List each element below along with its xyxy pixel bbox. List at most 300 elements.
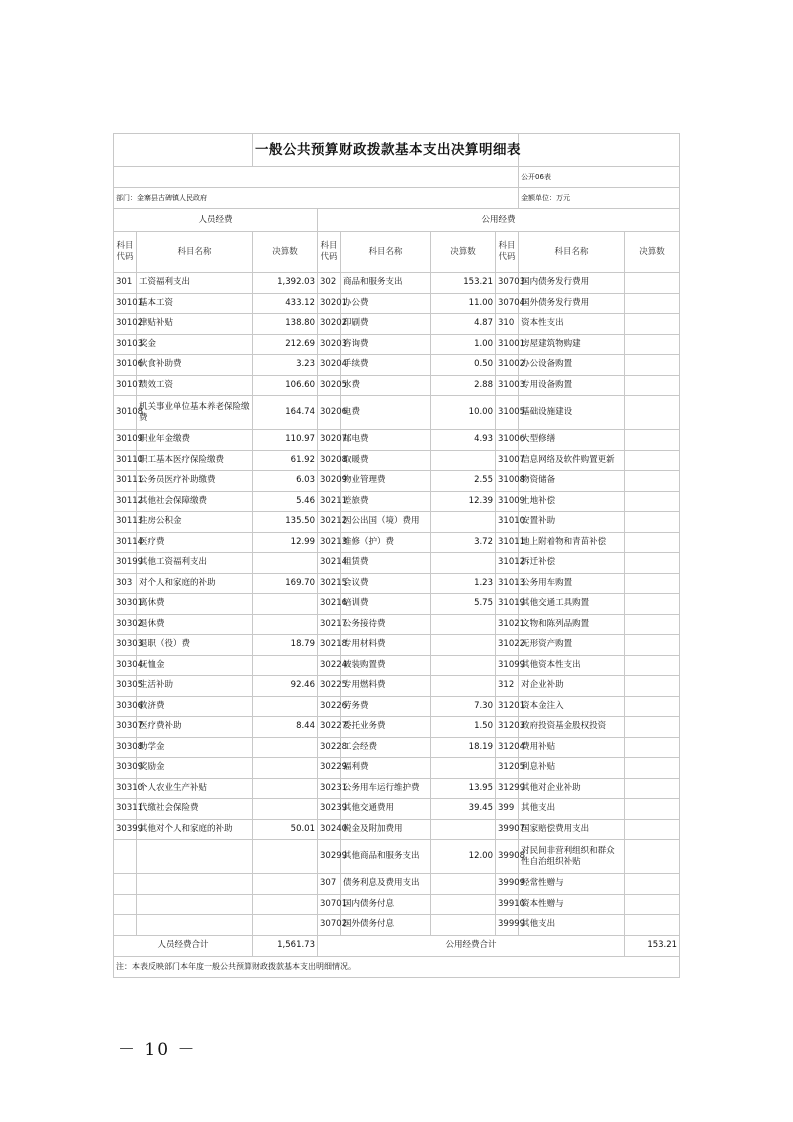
cell-amount [253, 655, 318, 676]
cell-name: 对民间非营利组织和群众性自治组织补贴 [519, 840, 625, 874]
cell-amount: 6.03 [253, 471, 318, 492]
cell-name: 奖励金 [137, 758, 253, 779]
cell-name: 差旅费 [341, 491, 431, 512]
cell-amount [253, 614, 318, 635]
cell-amount [253, 737, 318, 758]
cell-code: 303 [114, 573, 137, 594]
cell-name: 其他对企业补助 [519, 778, 625, 799]
cell-amount: 12.39 [431, 491, 496, 512]
cell-name: 税金及附加费用 [341, 819, 431, 840]
cell-code: 30399 [114, 819, 137, 840]
cell-amount [625, 532, 680, 553]
cell-code: 30101 [114, 293, 137, 314]
cell-code: 31022 [496, 635, 519, 656]
cell-name: 退休费 [137, 614, 253, 635]
cell-amount [625, 273, 680, 294]
cell-amount [253, 778, 318, 799]
cell-name: 基本工资 [137, 293, 253, 314]
table-row [114, 635, 680, 656]
cell-name: 咨询费 [341, 334, 431, 355]
cell-amount [625, 819, 680, 840]
cell-code: 30229 [318, 758, 341, 779]
cell-amount [625, 573, 680, 594]
cell-amount [431, 614, 496, 635]
cell-amount: 212.69 [253, 334, 318, 355]
cell-amount [625, 874, 680, 895]
cell-amount [625, 758, 680, 779]
cell-amount: 106.60 [253, 375, 318, 396]
cell-code: 31009 [496, 491, 519, 512]
cell-name: 对企业补助 [519, 676, 625, 697]
cell-name: 生活补助 [137, 676, 253, 697]
table-id: 公开06表 [519, 167, 680, 188]
cell-amount [431, 874, 496, 895]
cell-amount [625, 799, 680, 820]
cell-code: 30310 [114, 778, 137, 799]
cell-name: 邮电费 [341, 430, 431, 451]
cell-amount [431, 758, 496, 779]
cell-amount [625, 314, 680, 335]
cell-code: 30239 [318, 799, 341, 820]
cell-code: 30308 [114, 737, 137, 758]
cell-code: 302 [318, 273, 341, 294]
cell-amount: 153.21 [431, 273, 496, 294]
cell-code: 30305 [114, 676, 137, 697]
cell-code: 30202 [318, 314, 341, 335]
table-row [114, 915, 680, 936]
table-row [114, 676, 680, 697]
cell-amount: 7.30 [431, 696, 496, 717]
cell-name: 办公设备购置 [519, 355, 625, 376]
public-total-label: 公用经费合计 [318, 935, 625, 956]
table-row [114, 737, 680, 758]
cell-name: 信息网络及软件购置更新 [519, 450, 625, 471]
cell-name: 离休费 [137, 594, 253, 615]
cell-amount [625, 512, 680, 533]
public-total-value: 153.21 [625, 935, 680, 956]
cell-name: 退职（役）费 [137, 635, 253, 656]
cell-amount [625, 553, 680, 574]
table-row [114, 655, 680, 676]
cell-code: 30201 [318, 293, 341, 314]
table-row [114, 696, 680, 717]
cell-name: 资本性支出 [519, 314, 625, 335]
cell-name: 对个人和家庭的补助 [137, 573, 253, 594]
personnel-total-label: 人员经费合计 [114, 935, 253, 956]
cell-code: 30106 [114, 355, 137, 376]
cell-name: 其他支出 [519, 799, 625, 820]
header-amount: 决算数 [253, 232, 318, 273]
cell-code [114, 915, 137, 936]
cell-amount [253, 594, 318, 615]
table-row [114, 758, 680, 779]
cell-amount [431, 894, 496, 915]
cell-code: 39909 [496, 874, 519, 895]
cell-name: 商品和服务支出 [341, 273, 431, 294]
totals-row [114, 935, 680, 956]
cell-code: 30199 [114, 553, 137, 574]
cell-amount [625, 778, 680, 799]
cell-code: 39908 [496, 840, 519, 874]
cell-amount [625, 676, 680, 697]
cell-code: 39907 [496, 819, 519, 840]
cell-code [114, 874, 137, 895]
cell-code: 30302 [114, 614, 137, 635]
table-row [114, 450, 680, 471]
cell-name: 医疗费补助 [137, 717, 253, 738]
table-row [114, 819, 680, 840]
cell-amount [253, 799, 318, 820]
cell-name: 国内债务付息 [341, 894, 431, 915]
cell-name [137, 894, 253, 915]
cell-name: 其他资本性支出 [519, 655, 625, 676]
cell-name: 津贴补贴 [137, 314, 253, 335]
cell-code: 30214 [318, 553, 341, 574]
cell-amount: 92.46 [253, 676, 318, 697]
cell-name: 无形资产购置 [519, 635, 625, 656]
cell-code: 30226 [318, 696, 341, 717]
cell-amount: 11.00 [431, 293, 496, 314]
cell-name: 费用补贴 [519, 737, 625, 758]
cell-name [137, 874, 253, 895]
table-row [114, 874, 680, 895]
cell-code: 30208 [318, 450, 341, 471]
cell-amount: 2.88 [431, 375, 496, 396]
cell-code: 30111 [114, 471, 137, 492]
cell-name: 土地补偿 [519, 491, 625, 512]
header-amount: 决算数 [431, 232, 496, 273]
table-row [114, 512, 680, 533]
table-row [114, 471, 680, 492]
cell-name: 安置补助 [519, 512, 625, 533]
cell-code: 31201 [496, 696, 519, 717]
cell-code: 31099 [496, 655, 519, 676]
cell-code: 30227 [318, 717, 341, 738]
cell-code: 30218 [318, 635, 341, 656]
personnel-total-value: 1,561.73 [253, 935, 318, 956]
cell-name: 其他支出 [519, 915, 625, 936]
cell-amount: 18.79 [253, 635, 318, 656]
cell-name: 住房公积金 [137, 512, 253, 533]
cell-amount: 138.80 [253, 314, 318, 335]
header-name: 科目名称 [137, 232, 253, 273]
cell-name: 公务用车运行维护费 [341, 778, 431, 799]
header-code: 科目代码 [496, 232, 519, 273]
cell-amount: 1,392.03 [253, 273, 318, 294]
table-row [114, 273, 680, 294]
table-row [114, 396, 680, 430]
cell-amount: 5.75 [431, 594, 496, 615]
cell-code: 31204 [496, 737, 519, 758]
cell-name: 福利费 [341, 758, 431, 779]
expenditure-table [113, 133, 680, 978]
cell-code: 30204 [318, 355, 341, 376]
cell-code: 30299 [318, 840, 341, 874]
cell-name: 国外债务付息 [341, 915, 431, 936]
header-amount: 决算数 [625, 232, 680, 273]
cell-name: 劳务费 [341, 696, 431, 717]
cell-code: 30224 [318, 655, 341, 676]
cell-name: 工会经费 [341, 737, 431, 758]
cell-name: 绩效工资 [137, 375, 253, 396]
cell-amount: 61.92 [253, 450, 318, 471]
cell-code: 30231 [318, 778, 341, 799]
cell-code: 310 [496, 314, 519, 335]
cell-code: 30216 [318, 594, 341, 615]
cell-code: 30228 [318, 737, 341, 758]
cell-amount [253, 696, 318, 717]
cell-amount: 2.55 [431, 471, 496, 492]
cell-amount [625, 696, 680, 717]
header-code: 科目代码 [114, 232, 137, 273]
table-row [114, 717, 680, 738]
cell-amount: 3.72 [431, 532, 496, 553]
cell-name: 办公费 [341, 293, 431, 314]
cell-name: 抚恤金 [137, 655, 253, 676]
cell-code [114, 840, 137, 874]
cell-name: 资本性赠与 [519, 894, 625, 915]
cell-amount [625, 915, 680, 936]
cell-amount [253, 894, 318, 915]
cell-name: 其他社会保障缴费 [137, 491, 253, 512]
cell-code: 31002 [496, 355, 519, 376]
cell-code: 31006 [496, 430, 519, 451]
page-number: － 10 － [118, 1040, 197, 1060]
cell-name: 公务接待费 [341, 614, 431, 635]
cell-amount [625, 430, 680, 451]
cell-code: 30205 [318, 375, 341, 396]
cell-amount [625, 293, 680, 314]
cell-amount [625, 334, 680, 355]
cell-code: 307 [318, 874, 341, 895]
table-row [114, 553, 680, 574]
table-note: 注：本表反映部门本年度一般公共预算财政拨款基本支出明细情况。 [114, 956, 680, 977]
cell-amount: 3.23 [253, 355, 318, 376]
table-row [114, 594, 680, 615]
cell-amount: 164.74 [253, 396, 318, 430]
cell-name: 拆迁补偿 [519, 553, 625, 574]
cell-name: 工资福利支出 [137, 273, 253, 294]
cell-code: 30102 [114, 314, 137, 335]
cell-amount [625, 450, 680, 471]
cell-name: 利息补贴 [519, 758, 625, 779]
cell-code: 30203 [318, 334, 341, 355]
cell-name: 医疗费 [137, 532, 253, 553]
cell-amount: 169.70 [253, 573, 318, 594]
cell-name: 基础设施建设 [519, 396, 625, 430]
cell-name: 租赁费 [341, 553, 431, 574]
cell-amount [253, 840, 318, 874]
cell-code: 31205 [496, 758, 519, 779]
cell-code: 31019 [496, 594, 519, 615]
cell-name: 取暖费 [341, 450, 431, 471]
cell-code: 30207 [318, 430, 341, 451]
table-row [114, 314, 680, 335]
budget-sheet [113, 133, 679, 978]
cell-code: 31010 [496, 512, 519, 533]
cell-name: 资本金注入 [519, 696, 625, 717]
table-row [114, 532, 680, 553]
cell-amount [431, 915, 496, 936]
cell-amount [625, 396, 680, 430]
cell-amount: 50.01 [253, 819, 318, 840]
cell-name: 印刷费 [341, 314, 431, 335]
cell-amount [431, 655, 496, 676]
cell-amount: 1.50 [431, 717, 496, 738]
table-row [114, 491, 680, 512]
cell-amount: 433.12 [253, 293, 318, 314]
cell-code: 30212 [318, 512, 341, 533]
cell-code: 31003 [496, 375, 519, 396]
cell-code: 31013 [496, 573, 519, 594]
cell-code: 30211 [318, 491, 341, 512]
cell-code: 30206 [318, 396, 341, 430]
table-row [114, 778, 680, 799]
cell-code: 30217 [318, 614, 341, 635]
cell-code: 30704 [496, 293, 519, 314]
cell-name: 其他工资福利支出 [137, 553, 253, 574]
cell-name [137, 915, 253, 936]
cell-amount [625, 655, 680, 676]
table-row [114, 799, 680, 820]
cell-amount [625, 840, 680, 874]
cell-code: 30114 [114, 532, 137, 553]
cell-amount [625, 471, 680, 492]
cell-name: 电费 [341, 396, 431, 430]
cell-name: 公务用车购置 [519, 573, 625, 594]
cell-amount: 13.95 [431, 778, 496, 799]
cell-name: 职业年金缴费 [137, 430, 253, 451]
cell-amount [431, 512, 496, 533]
cell-name: 助学金 [137, 737, 253, 758]
cell-code: 30213 [318, 532, 341, 553]
cell-name: 专用燃料费 [341, 676, 431, 697]
cell-amount [625, 635, 680, 656]
cell-name: 奖金 [137, 334, 253, 355]
cell-amount: 135.50 [253, 512, 318, 533]
cell-code: 30303 [114, 635, 137, 656]
section-public: 公用经费 [318, 209, 680, 232]
table-row [114, 840, 680, 874]
cell-amount [625, 594, 680, 615]
cell-code: 30306 [114, 696, 137, 717]
cell-code: 30103 [114, 334, 137, 355]
cell-code: 30109 [114, 430, 137, 451]
header-name: 科目名称 [341, 232, 431, 273]
cell-amount: 5.46 [253, 491, 318, 512]
cell-amount [625, 375, 680, 396]
cell-amount [431, 819, 496, 840]
table-row [114, 334, 680, 355]
cell-amount: 39.45 [431, 799, 496, 820]
cell-name: 大型修缮 [519, 430, 625, 451]
cell-name: 国外债务发行费用 [519, 293, 625, 314]
table-row [114, 573, 680, 594]
cell-amount [431, 450, 496, 471]
cell-code: 30215 [318, 573, 341, 594]
cell-name: 其他交通工具购置 [519, 594, 625, 615]
table-row [114, 430, 680, 451]
table-row [114, 614, 680, 635]
header-code: 科目代码 [318, 232, 341, 273]
cell-code: 31001 [496, 334, 519, 355]
cell-amount: 4.87 [431, 314, 496, 335]
cell-name: 物业管理费 [341, 471, 431, 492]
cell-code: 30301 [114, 594, 137, 615]
cell-code: 30307 [114, 717, 137, 738]
cell-name: 其他对个人和家庭的补助 [137, 819, 253, 840]
cell-amount: 0.50 [431, 355, 496, 376]
cell-amount: 10.00 [431, 396, 496, 430]
column-header-row [114, 232, 680, 273]
cell-name: 培训费 [341, 594, 431, 615]
cell-code: 30304 [114, 655, 137, 676]
cell-code: 31299 [496, 778, 519, 799]
cell-amount [625, 737, 680, 758]
cell-name: 国内债务发行费用 [519, 273, 625, 294]
cell-name: 债务利息及费用支出 [341, 874, 431, 895]
cell-name [137, 840, 253, 874]
cell-code [114, 894, 137, 915]
cell-code: 30112 [114, 491, 137, 512]
cell-amount [253, 758, 318, 779]
cell-name: 委托业务费 [341, 717, 431, 738]
cell-name: 因公出国（境）费用 [341, 512, 431, 533]
cell-code: 31203 [496, 717, 519, 738]
cell-amount [431, 553, 496, 574]
cell-amount [625, 894, 680, 915]
cell-name: 专用设备购置 [519, 375, 625, 396]
cell-amount [253, 553, 318, 574]
cell-amount [253, 915, 318, 936]
unit-label: 金额单位：万元 [519, 188, 680, 209]
table-title: 一般公共预算财政拨款基本支出决算明细表 [253, 134, 519, 167]
cell-amount: 12.99 [253, 532, 318, 553]
cell-name: 职工基本医疗保险缴费 [137, 450, 253, 471]
cell-code: 30309 [114, 758, 137, 779]
cell-code: 31007 [496, 450, 519, 471]
cell-name: 个人农业生产补贴 [137, 778, 253, 799]
cell-code: 30108 [114, 396, 137, 430]
cell-code: 30113 [114, 512, 137, 533]
header-name: 科目名称 [519, 232, 625, 273]
table-row [114, 355, 680, 376]
cell-amount: 1.00 [431, 334, 496, 355]
cell-code: 39910 [496, 894, 519, 915]
cell-amount: 18.19 [431, 737, 496, 758]
cell-amount [625, 614, 680, 635]
cell-code: 31012 [496, 553, 519, 574]
cell-name: 经常性赠与 [519, 874, 625, 895]
cell-code: 30209 [318, 471, 341, 492]
cell-name: 会议费 [341, 573, 431, 594]
cell-code: 30311 [114, 799, 137, 820]
cell-name: 机关事业单位基本养老保险缴费 [137, 396, 253, 430]
cell-amount: 12.00 [431, 840, 496, 874]
cell-code: 31005 [496, 396, 519, 430]
cell-name: 房屋建筑物购建 [519, 334, 625, 355]
cell-name: 公务员医疗补助缴费 [137, 471, 253, 492]
cell-code: 30701 [318, 894, 341, 915]
cell-code: 312 [496, 676, 519, 697]
table-row [114, 894, 680, 915]
table-row [114, 375, 680, 396]
cell-name: 被装购置费 [341, 655, 431, 676]
cell-amount [625, 355, 680, 376]
table-row [114, 293, 680, 314]
cell-name: 救济费 [137, 696, 253, 717]
cell-code: 30107 [114, 375, 137, 396]
